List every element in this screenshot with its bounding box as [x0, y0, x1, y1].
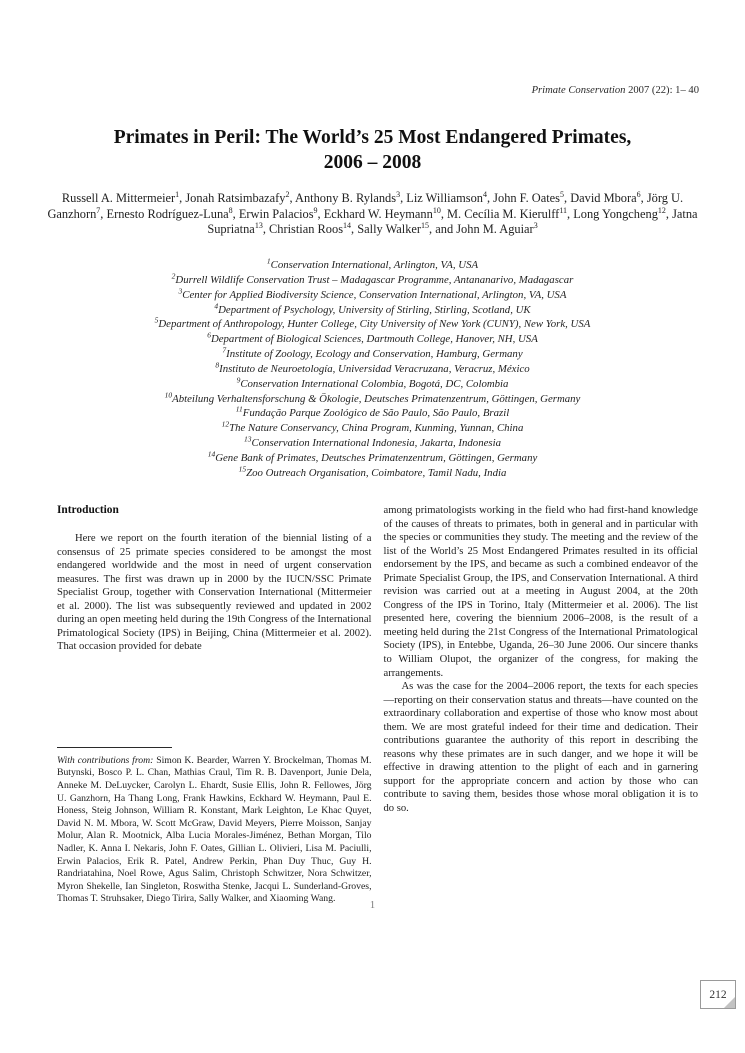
author: Jatna Supriatna$^{13}$ [207, 206, 698, 237]
affiliation: $^{14}$Gene Bank of Primates, Deutsches Primatenzentrum, Göttingen, Germany [207, 449, 538, 464]
page-marker-number: 212 [709, 988, 727, 1001]
journal-issue: 2007 (22): 1– 40 [625, 85, 699, 96]
page-title [30, 125, 715, 175]
journal-header [532, 85, 699, 96]
author: Eckhard W. Heymann$^{10}$ [323, 205, 441, 221]
author: David Mbora$^6$ [570, 189, 641, 205]
section-heading-introduction: Introduction [57, 504, 119, 516]
intro-paragraph-2: As was the case for the 2004–2006 report, the texts for each species—reporting on their conservation status and threats—have counted on the extraordinary collaboration and expertise of those who know most about them. We are most grateful indeed for their time and dedication. Their contributions guarantee the authority of this report in describing the reasons why these primates are in such danger, and we hope it will be effective in drawing attention to the plight of each and in garnering support for the appropriate concern and action by those who can contribute to saving them, besides those whose moral obligation it is to do so. [383, 681, 698, 815]
author: Jonah Ratsimbazafy$^2$ [185, 189, 290, 205]
author: Anthony B. Rylands$^3$ [295, 189, 401, 205]
author: John F. Oates$^5$ [493, 189, 564, 205]
affiliation: $^4$Department of Psychology, University of Stirling, Stirling, Scotland, UK [214, 300, 531, 316]
affiliation: $^3$Center for Applied Biodiversity Science, Conservation International, Arlington, VA, USA [178, 286, 567, 301]
footnote-lead: With contributions from: [57, 754, 154, 766]
author: and John M. Aguiar$^3$ [435, 221, 538, 237]
affiliation: $^8$Instituto de Neuroetología, Universidad Veracruzana, Veracruz, México [215, 360, 530, 375]
title-line-1: Primates in Peril: The World’s 25 Most Endangered Primates, [113, 127, 632, 148]
intro-paragraph-1-continued: among primatologists working in the field who had first-hand knowledge of the causes of threats to primates, both in general and in particular with the species or communities they study. The meeting and the review of the list of the World’s 25 Most Endangered Primates resulted in its official endorsement by the IPS, and became as such a combined endeavor of the Primate Specialist Group, the IPS, and Conservation International. A third revision was carried out at a meeting in August 2004, at the 20th Congress of the IPS in Torino, Italy (Mittermeier et al. 2006). The list presented here, covering the biennium 2006–2008, is the result of a meeting held during the 21st Congress of the International Primatological Society (IPS), in Entebbe, Uganda, 26–30 June 2006. Our sincere thanks to William Olupot, the organizer of the congress, for making the arrangements. [383, 505, 698, 679]
left-column [57, 504, 372, 906]
author: Sally Walker$^{15}$ [357, 221, 430, 237]
affiliation: $^9$Conservation International Colombia, Bogotá, DC, Colombia [236, 375, 509, 390]
author: Erwin Palacios$^9$ [238, 205, 318, 221]
journal-name: Primate Conservation [531, 85, 626, 96]
contributors-footnote [57, 747, 372, 906]
affiliation-list [44, 258, 701, 481]
right-column [384, 504, 699, 906]
intro-paragraph-1: Here we report on the fourth iteration of the biennial listing of a consensus of 25 primate species considered to be amongst the most endangered worldwide and the most in need of urgent conservation measures. The first was drawn up in 2000 by the IUCN/SSC Primate Specialist Group, together with Conservation International (Mittermeier et al. 2000). The list was subsequently reviewed and updated in 2002 during an open meeting held during the 19th Congress of the International Primatological Society (IPS) in Beijing, China (Mittermeier et al. 2002). That occasion provided for debate [57, 533, 372, 653]
footnote-text: Simon K. Bearder, Warren Y. Brockelman, Thomas M. Butynski, Bosco P. L. Chan, Mathias Craul, Tim R. B. Davenport, Junie Dela, Anneke M. DeLuycker, Carolyn L. Ehardt, Susie Ellis, John R. Fellowes, Jörg U. Ganzhorn, Ha Thang Long, Frank Hawkins, Eckhard W. Heymann, Paul E. Honess, Steig Johnson, William R. Konstant, Mark Leighton, Le Khac Quyet, David N. M. Mbora, W. Scott McGraw, David Meyers, Pierre Moisson, Sanjay Molur, Alan R. Mootnick, Alba Lucia Morales-Jiménez, Bethan Morgan, Tilo Nadler, K. Anna I. Nekaris, John F. Oates, Gillian L. Olivieri, Lisa M. Paciulli, Erwin Palacios, Erik R. Patel, Andrew Perkin, Phan Duy Thuc, Guy H. Randriatahina, Noel Rowe, Agus Salim, Christoph Schwitzer, Nora Schwitzer, Myron Shekelle, Ian Singleton, Roswitha Stenke, Jacqui L. Sunderland-Groves, Thomas T. Struhsaker, Diego Tirira, Sally Walker, and Xiaoming Wang. [57, 754, 372, 905]
affiliation: $^{13}$Conservation International Indonesia, Jakarta, Indonesia [244, 434, 501, 450]
affiliation: $^{11}$Fundação Parque Zoológico de São Paulo, São Paulo, Brazil [235, 404, 510, 420]
author-list: Russell A. Mittermeier$^1$, Jonah Ratsimbazafy$^2$, Anthony B. Rylands$^3$, Liz Williamson$^4$, John F. Oates$^5$, David Mbora$^6$, Jörg U. Ganzhorn$^7$, Ernesto Rodríguez-Luna$^8$, Erwin Palacios$^9$, Eckhard W. Heymann$^{10}$, M. Cecília M. Kierulff$^{11}$, Long Yongcheng$^{12}$, Jatna Supriatna$^{13}$, Christian Roos$^{14}$, Sally Walker$^{15}$, and John M. Aguiar$^3$ [47, 189, 698, 237]
affiliation: $^5$Department of Anthropology, Hunter College, City University of New York (CUNY), New York, USA [154, 315, 591, 331]
author: M. Cecília M. Kierulff$^{11}$ [447, 205, 568, 221]
title-line-2: 2006 – 2008 [323, 152, 422, 173]
affiliation: $^6$Department of Biological Sciences, Dartmouth College, Hanover, NH, USA [207, 330, 538, 346]
affiliation: $^{15}$Zoo Outreach Organisation, Coimbatore, Tamil Nadu, India [238, 464, 507, 479]
page-marker-tab[interactable] [700, 980, 736, 1009]
page-number: 1 [369, 900, 376, 911]
author: Russell A. Mittermeier$^1$ [61, 189, 180, 205]
affiliation: $^{10}$Abteilung Verhaltensforschung & Ökologie, Deutsches Primatenzentrum, Göttingen, Germany [164, 390, 581, 405]
author: Ernesto Rodríguez-Luna$^8$ [106, 205, 233, 221]
author: Long Yongcheng$^{12}$ [573, 205, 666, 221]
affiliation: $^2$Durrell Wildlife Conservation Trust – Madagascar Programme, Antananarivo, Madagascar [171, 271, 574, 286]
author: Liz Williamson$^4$ [406, 189, 487, 205]
author: Christian Roos$^{14}$ [269, 221, 352, 237]
body-columns [57, 504, 698, 906]
author: Jörg U. Ganzhorn$^7$ [47, 191, 684, 221]
affiliation: $^{12}$The Nature Conservancy, China Program, Kunming, Yunnan, China [221, 419, 524, 435]
affiliation: $^7$Institute of Zoology, Ecology and Conservation, Hamburg, Germany [222, 345, 523, 361]
footnote-rule [57, 747, 172, 748]
affiliation: $^1$Conservation International, Arlington, VA, USA [266, 256, 479, 271]
